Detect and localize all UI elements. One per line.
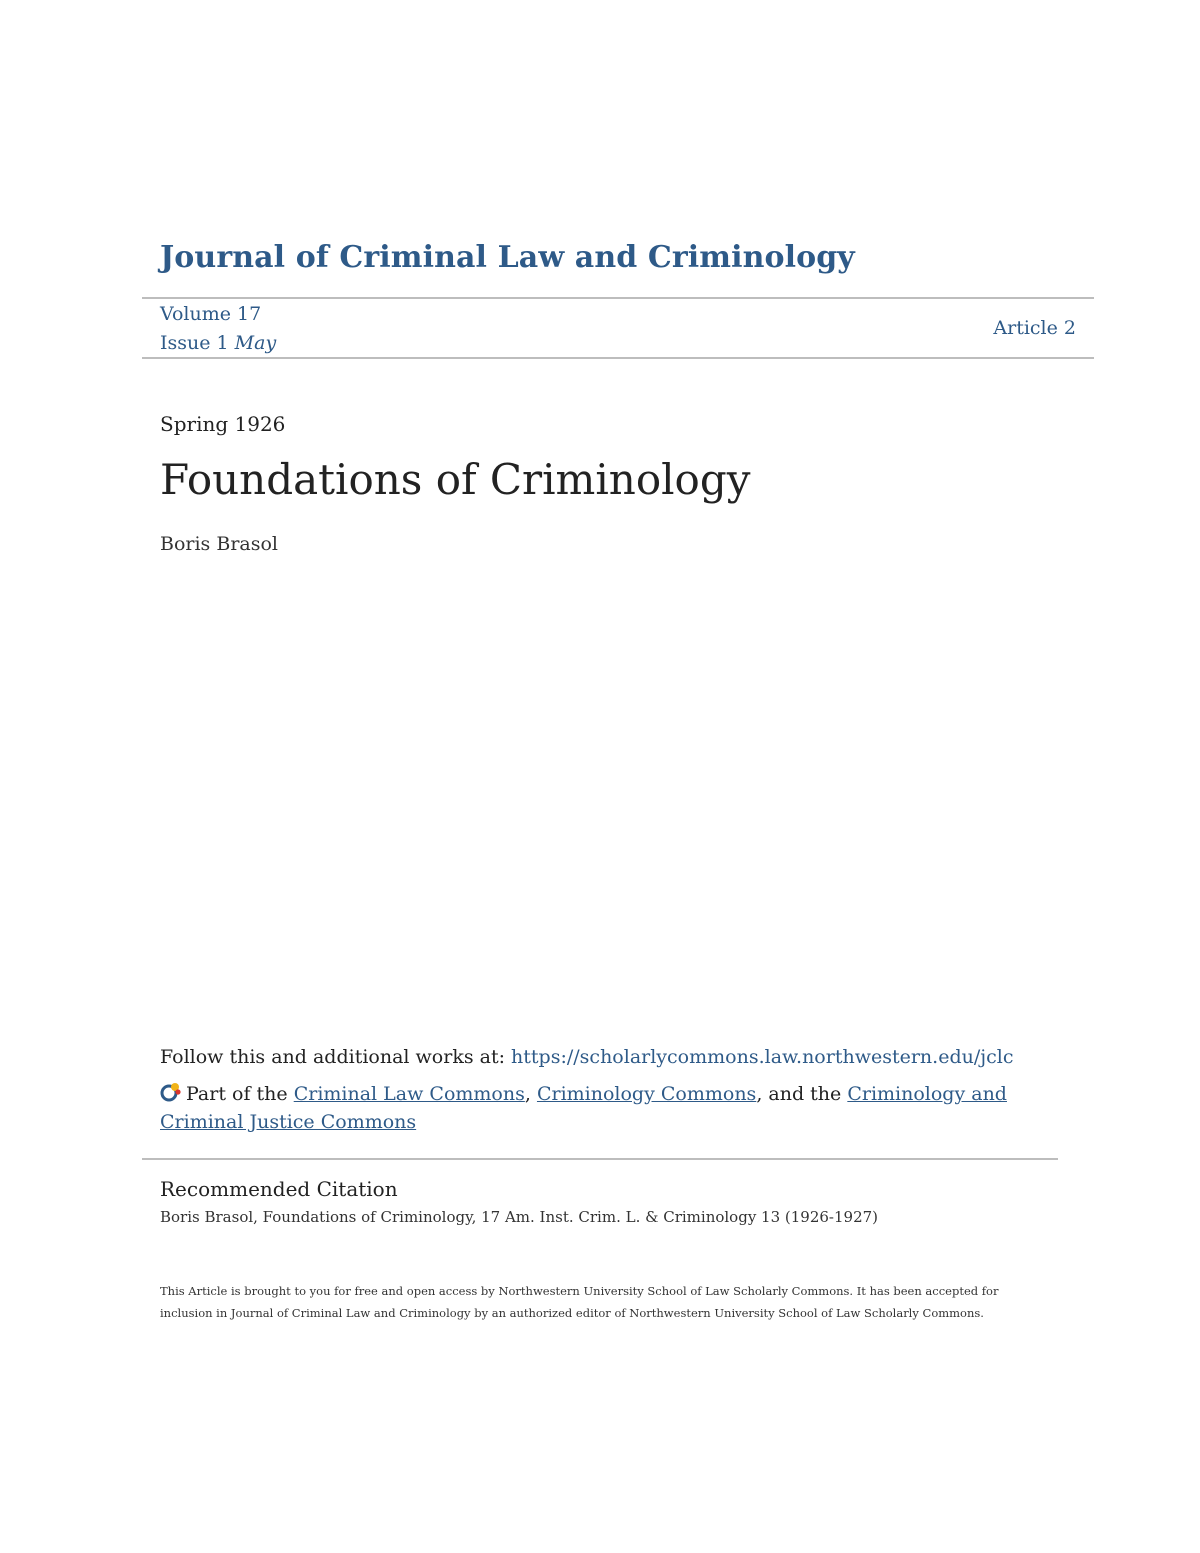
article-author: Boris Brasol: [160, 533, 278, 555]
article-title: Foundations of Criminology: [160, 455, 751, 504]
access-notice: This Article is brought to you for free and open access by Northwestern University School of Law Scholarly Commons. It has been accepted for inclusion in Journal of Criminal Law and Criminology by an authorized editor of Northwestern University School of Law Scholarly Commons.: [160, 1284, 999, 1320]
repository-url-link[interactable]: https://scholarlycommons.law.northwestern.edu/jclc: [511, 1046, 1014, 1068]
criminal-law-commons-link[interactable]: Criminal Law Commons: [293, 1083, 525, 1105]
part-of-line: [160, 1080, 1060, 1136]
issue-link[interactable]: [160, 332, 276, 354]
header-bottom-rule: [142, 357, 1094, 359]
issue-label: Issue 1: [160, 332, 229, 354]
bepress-network-icon: [160, 1082, 182, 1102]
issue-month: May: [234, 332, 277, 354]
criminology-commons-link[interactable]: Criminology Commons: [536, 1083, 757, 1105]
citation-text: Boris Brasol, Foundations of Criminology, 17 Am. Inst. Crim. L. & Criminology 13 (1926-1927): [160, 1208, 879, 1226]
journal-title[interactable]: Journal of Criminal Law and Criminology: [160, 240, 855, 275]
article-date: Spring 1926: [160, 412, 286, 436]
part-of-prefix: Part of the: [186, 1083, 288, 1105]
follow-line: [160, 1046, 1014, 1068]
criminology-criminal-justice-commons-link[interactable]: Criminology and Criminal Justice Commons: [160, 1083, 1007, 1133]
follow-label: Follow this and additional works at:: [160, 1046, 505, 1068]
part-of-separator-2: , and the: [756, 1083, 842, 1105]
volume-link[interactable]: Volume 17: [160, 303, 262, 325]
citation-rule: [142, 1158, 1058, 1160]
citation-heading: Recommended Citation: [160, 1177, 398, 1201]
header-top-rule: [142, 297, 1094, 299]
part-of-separator-1: ,: [524, 1083, 531, 1105]
article-number-link[interactable]: Article 2: [993, 317, 1076, 339]
